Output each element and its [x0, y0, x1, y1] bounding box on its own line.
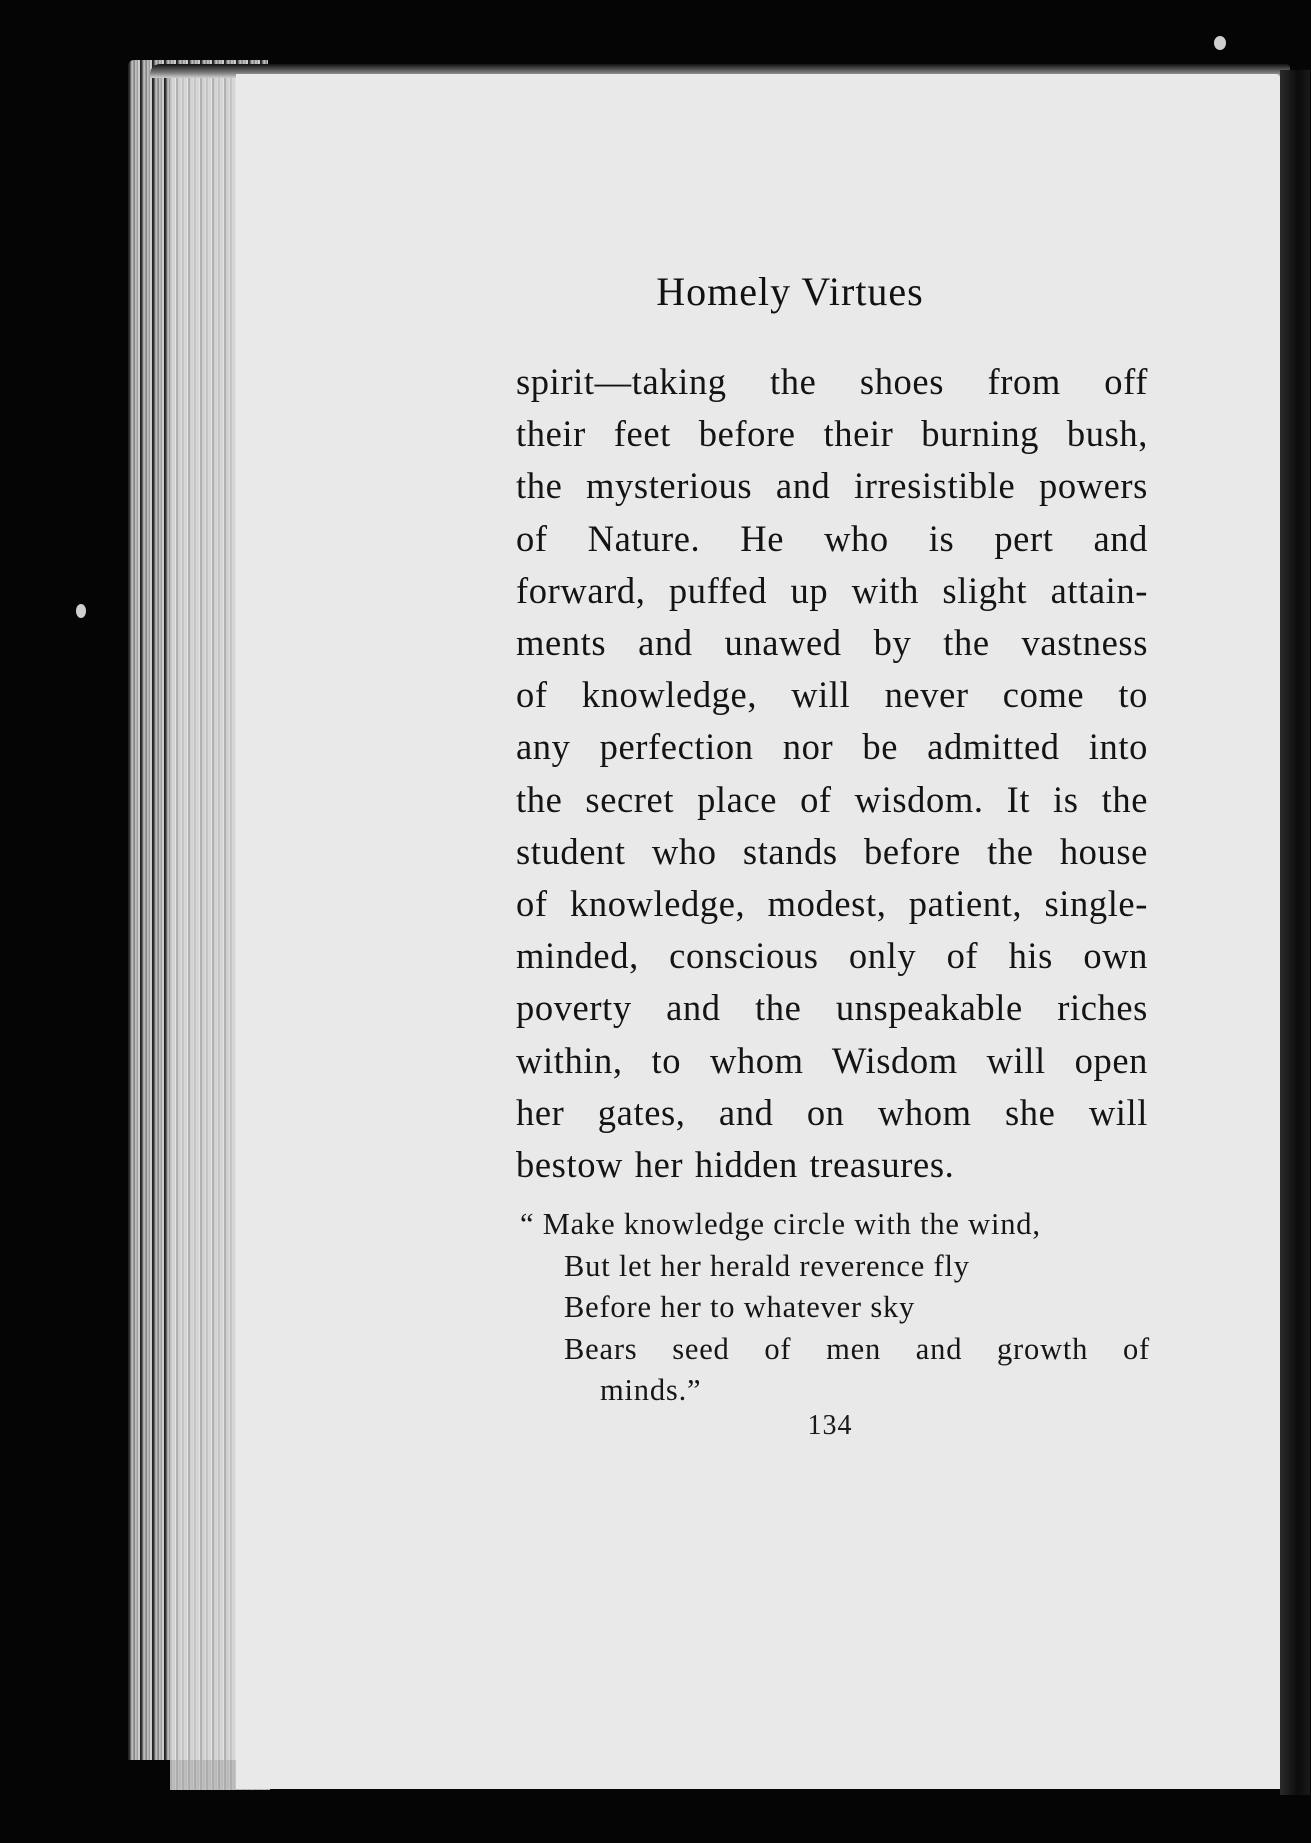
verse-quotation — [520, 1204, 1150, 1412]
running-head: Homely Virtues — [656, 269, 924, 314]
text-line: the secret place of wisdom. It is the — [516, 778, 1148, 820]
text-line: of Nature. He who is pert and — [516, 517, 1148, 559]
text-line: their feet before their burning bush, — [516, 413, 1148, 455]
text-line: of knowledge, will never come to — [516, 674, 1148, 716]
text-line: the mysterious and irresistible powers — [516, 465, 1148, 507]
text-line: bestow her hidden treasures. — [516, 1144, 955, 1186]
verse-line: minds.” — [600, 1373, 702, 1407]
text-line: of knowledge, modest, patient, single- — [516, 883, 1148, 925]
page-number: 134 — [807, 1410, 853, 1441]
page-right-edge — [1280, 70, 1310, 1795]
body-paragraph — [516, 356, 1148, 1191]
verse-line: “ Make knowledge circle with the wind, — [520, 1207, 1041, 1241]
dust-speck — [1214, 36, 1226, 50]
verse-line: Before her to whatever sky — [564, 1290, 916, 1324]
text-line: poverty and the unspeakable riches — [516, 987, 1148, 1029]
dust-speck — [76, 604, 86, 618]
text-line: student who stands before the house — [516, 830, 1148, 872]
verse-line: Bears seed of men and growth of — [564, 1331, 1150, 1366]
text-line: her gates, and on whom she will — [516, 1091, 1148, 1133]
text-line: ments and unawed by the vastness — [516, 622, 1148, 664]
text-line: spirit—taking the shoes from off — [516, 361, 1148, 402]
text-line: minded, conscious only of his own — [516, 935, 1148, 977]
text-line: within, to whom Wisdom will open — [516, 1039, 1148, 1081]
text-line: forward, puffed up with slight attain- — [516, 569, 1148, 611]
verse-line: But let her herald reverence fly — [564, 1248, 970, 1283]
text-line: any perfection nor be admitted into — [516, 726, 1148, 768]
